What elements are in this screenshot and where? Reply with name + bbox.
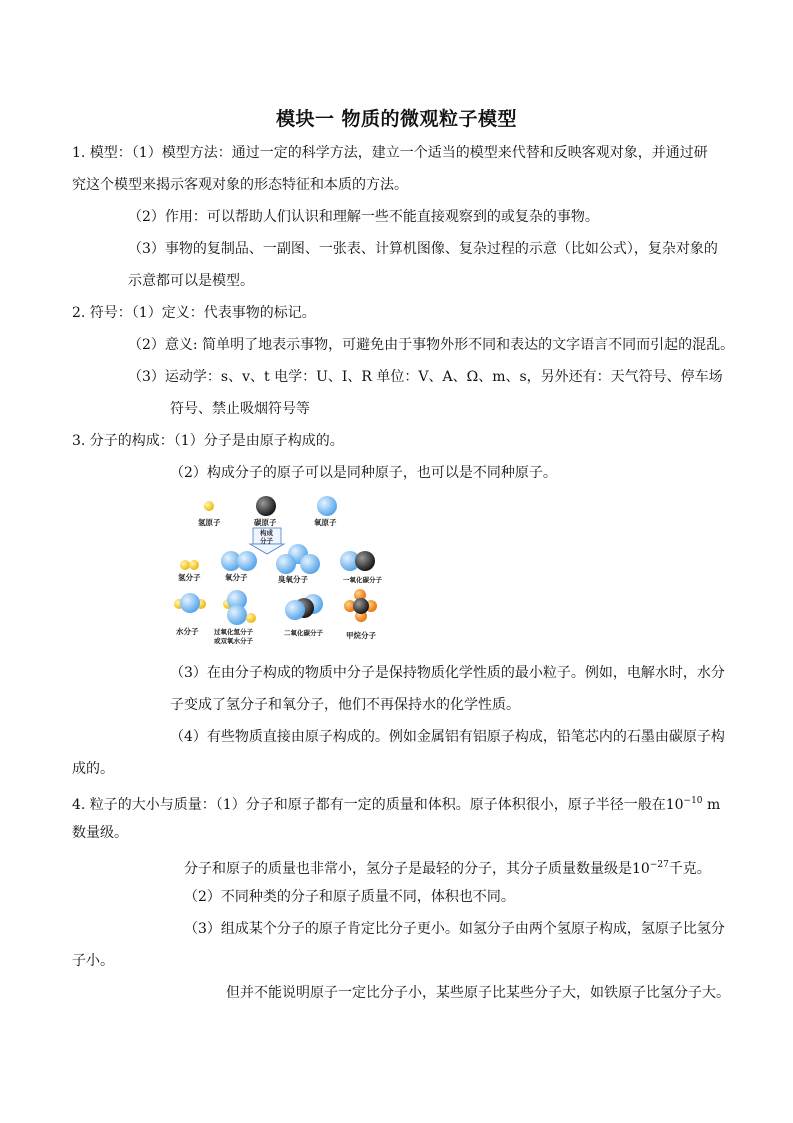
- section-2-line-1: 2. 符号：（1）定义：代表事物的标记。: [72, 305, 316, 321]
- compose-arrow-icon: [250, 528, 284, 554]
- section-3-item-3a: （3）在由分子构成的物质中分子是保持物质化学性质的最小粒子。例如，电解水时，水分: [170, 665, 725, 681]
- h2-molecule-icon: [180, 560, 199, 570]
- h2o2-molecule-icon: [223, 590, 256, 625]
- section-1-line-2: 究这个模型来揭示客观对象的形态特征和本质的方法。: [72, 177, 408, 193]
- section-2-item-3b: 符号、禁止吸烟符号等: [170, 401, 310, 417]
- arrow-label-1: 构成: [260, 529, 273, 537]
- section-3-line-1: 3. 分子的构成：（1）分子是由原子构成的。: [72, 433, 344, 449]
- label-o-atom: 氧原子: [314, 518, 337, 527]
- exponent-mass: −27: [649, 860, 669, 870]
- section-4-item-2: （2）不同种类的分子和原子质量不同，体积也不同。: [184, 889, 515, 905]
- exponent-radius: −10: [683, 796, 703, 806]
- o3-molecule-icon: [276, 544, 320, 574]
- h2o-molecule-icon: [174, 593, 206, 613]
- mass-text: 分子和原子的质量也非常小，氢分子是最轻的分子，其分子质量数量级是10: [184, 861, 650, 877]
- molecule-model-figure: [170, 492, 395, 652]
- section-3-item-4a: （4）有些物质直接由原子构成的。例如金属铝有铝原子构成，铅笔芯内的石墨由碳原子构: [170, 729, 725, 745]
- section-4-item-3c: 但并不能说明原子一定比分子小，某些原子比某些分子大，如铁原子比氢分子大。: [226, 985, 730, 1001]
- label-h2o2-1: 过氧化氢分子: [214, 628, 253, 636]
- label-h2o: 水分子: [176, 627, 199, 636]
- label-ch4: 甲烷分子: [346, 631, 376, 640]
- section-2-item-3a: （3）运动学：s、v、t 电学：U、I、R 单位：V、A、Ω、m、s，另外还有：天气符号、停车场: [128, 369, 723, 385]
- section-2-item-2: （2）意义: 简单明了地表示事物，可避免由于事物外形不同和表达的文字语言不同而引起的混乱。: [128, 337, 735, 353]
- section-3-item-2: （2）构成分子的原子可以是同种原子，也可以是不同种原子。: [170, 465, 557, 481]
- label-co: 一氧化碳分子: [343, 576, 382, 584]
- label-h2: 氢分子: [178, 573, 201, 582]
- label-o3: 臭氧分子: [278, 575, 308, 584]
- section-4-line-1: [72, 791, 720, 815]
- section-3-item-3b: 子变成了氢分子和氧分子，他们不再保持水的化学性质。: [170, 697, 520, 713]
- carbon-atom-icon: [256, 496, 276, 516]
- label-h2o2-2: 或双氧水分子: [214, 637, 253, 645]
- section-1-item-3b: 示意都可以是模型。: [128, 273, 254, 289]
- co2-molecule-icon: [285, 594, 323, 620]
- unit-m: m: [702, 797, 721, 813]
- section-1-item-2: （2）作用：可以帮助人们认识和理解一些不能直接观察到的或复杂的事物。: [128, 209, 599, 225]
- oxygen-atom-icon: [317, 496, 337, 516]
- section-3-item-4b: 成的。: [72, 761, 114, 777]
- section-4-item-3b: 子小。: [72, 953, 114, 969]
- section-4-mass-line: [184, 855, 711, 879]
- label-co2: 二氧化碳分子: [284, 629, 323, 637]
- mass-unit: 千克。: [668, 861, 711, 877]
- section-4-item-3a: （3）组成某个分子的原子肯定比分子更小。如氢分子由两个氢原子构成，氢原子比氢分: [184, 921, 725, 937]
- page-title: 模块一 物质的微观粒子模型: [275, 108, 518, 130]
- section-1-item-3a: （3）事物的复制品、一副图、一张表、计算机图像、复杂过程的示意（比如公式），复杂对象的: [128, 241, 718, 257]
- section-4-line-2: 数量级。: [72, 825, 128, 841]
- section-1-line-1: 1. 模型：（1）模型方法：通过一定的科学方法，建立一个适当的模型来代替和反映客观对象，并通过研: [72, 145, 708, 161]
- label-o2: 氧分子: [225, 573, 248, 582]
- o2-molecule-icon: [221, 551, 257, 571]
- label-c-atom: 碳原子: [254, 518, 277, 527]
- label-h-atom: 氢原子: [198, 518, 221, 527]
- co-molecule-icon: [340, 551, 375, 571]
- hydrogen-atom-icon: [204, 501, 214, 511]
- ch4-molecule-icon: [344, 589, 377, 622]
- arrow-label-2: 分子: [260, 537, 273, 545]
- section-4-line-1-text: 4. 粒子的大小与质量：（1）分子和原子都有一定的质量和体积。原子体积很小，原子半径一般在10: [72, 797, 684, 813]
